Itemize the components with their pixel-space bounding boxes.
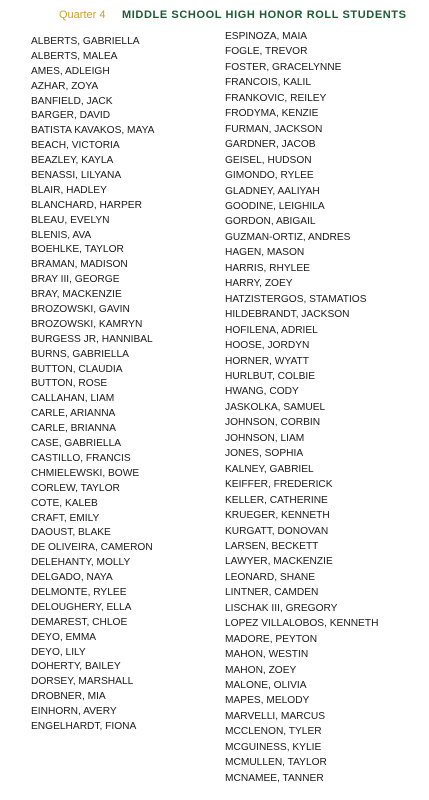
student-name: BARGER, DAVID bbox=[31, 110, 111, 122]
student-name: CORLEW, TAYLOR bbox=[31, 482, 120, 494]
student-name: HWANG, CODY bbox=[225, 386, 299, 398]
student-name: LARSEN, BECKETT bbox=[225, 540, 319, 552]
student-name: BATISTA KAVAKOS, MAYA bbox=[31, 125, 155, 137]
student-name: BRAMAN, MADISON bbox=[31, 259, 128, 271]
student-name: FURMAN, JACKSON bbox=[225, 123, 323, 135]
student-name: DEMAREST, CHLOE bbox=[31, 616, 128, 628]
student-name: BOEHLKE, TAYLOR bbox=[31, 244, 124, 256]
student-name: BLEAU, EVELYN bbox=[31, 214, 110, 226]
student-name: GORDON, ABIGAIL bbox=[225, 216, 316, 228]
student-name: HOOSE, JORDYN bbox=[225, 340, 310, 352]
student-name: BURNS, GABRIELLA bbox=[31, 348, 129, 360]
student-name: DELGADO, NAYA bbox=[31, 572, 113, 584]
page-header bbox=[0, 9, 429, 25]
student-name: CRAFT, EMILY bbox=[31, 512, 100, 524]
student-name: GOODINE, LEIGHILA bbox=[225, 200, 325, 212]
student-name: CASTILLO, FRANCIS bbox=[31, 452, 131, 464]
student-name: LISCHAK III, GREGORY bbox=[225, 602, 338, 614]
student-list-right bbox=[225, 29, 378, 786]
student-name: MCCLENON, TYLER bbox=[225, 726, 322, 738]
student-name: CARLE, BRIANNA bbox=[31, 423, 116, 435]
student-name: BLENIS, AVA bbox=[31, 229, 92, 241]
student-name: DROBNER, MIA bbox=[31, 691, 106, 703]
student-name: DELOUGHERY, ELLA bbox=[31, 601, 132, 613]
student-name: BROZOWSKI, GAVIN bbox=[31, 304, 130, 316]
student-name: JONES, SOPHIA bbox=[225, 448, 304, 460]
student-name: DEYO, LILY bbox=[31, 646, 86, 658]
quarter-label: Quarter 4 bbox=[59, 9, 106, 21]
student-name: BURGESS JR, HANNIBAL bbox=[31, 333, 153, 345]
student-name: BEACH, VICTORIA bbox=[31, 140, 120, 152]
student-name: MARVELLI, MARCUS bbox=[225, 710, 326, 722]
student-name: COTE, KALEB bbox=[31, 497, 98, 509]
student-name: MADORE, PEYTON bbox=[225, 633, 318, 645]
student-name: MCNAMEE, TANNER bbox=[225, 772, 324, 784]
student-name: DEYO, EMMA bbox=[31, 631, 97, 643]
student-name: GARDNER, JACOB bbox=[225, 139, 316, 151]
student-name: DELEHANTY, MOLLY bbox=[31, 557, 131, 569]
student-name: CHMIELEWSKI, BOWE bbox=[31, 467, 140, 479]
student-name: GEISEL, HUDSON bbox=[225, 154, 312, 166]
student-name: JASKOLKA, SAMUEL bbox=[225, 401, 326, 413]
student-name: FOSTER, GRACELYNNE bbox=[225, 61, 342, 73]
student-name: GIMONDO, RYLEE bbox=[225, 170, 314, 182]
student-name: MAHON, ZOEY bbox=[225, 664, 297, 676]
student-name: FRODYMA, KENZIE bbox=[225, 108, 319, 120]
student-name: KURGATT, DONOVAN bbox=[225, 525, 329, 537]
student-name: HOFILENA, ADRIEL bbox=[225, 324, 318, 336]
student-name: CASE, GABRIELLA bbox=[31, 438, 122, 450]
student-name: HAGEN, MASON bbox=[225, 247, 305, 259]
student-name: EINHORN, AVERY bbox=[31, 706, 117, 718]
student-name: HARRIS, RHYLEE bbox=[225, 262, 310, 274]
page-title: MIDDLE SCHOOL HIGH HONOR ROLL STUDENTS bbox=[122, 9, 407, 21]
student-name: CARLE, ARIANNA bbox=[31, 408, 116, 420]
student-name: HURLBUT, COLBIE bbox=[225, 370, 316, 382]
student-name: ENGELHARDT, FIONA bbox=[31, 720, 137, 732]
student-name: FRANCOIS, KALIL bbox=[225, 77, 312, 89]
student-name: BRAY, MACKENZIE bbox=[31, 289, 122, 301]
student-name: DORSEY, MARSHALL bbox=[31, 676, 134, 688]
student-name: LAWYER, MACKENZIE bbox=[225, 556, 333, 568]
student-name: HORNER, WYATT bbox=[225, 355, 309, 367]
student-name: LINTNER, CAMDEN bbox=[225, 587, 319, 599]
student-name: DOHERTY, BAILEY bbox=[31, 661, 121, 673]
student-name: BLAIR, HADLEY bbox=[31, 184, 107, 196]
student-name: DE OLIVEIRA, CAMERON bbox=[31, 542, 153, 554]
student-name: BANFIELD, JACK bbox=[31, 95, 113, 107]
student-name: BUTTON, ROSE bbox=[31, 378, 108, 390]
student-name: KALNEY, GABRIEL bbox=[225, 463, 314, 475]
student-name: HARRY, ZOEY bbox=[225, 278, 293, 290]
student-name: FRANKOVIC, REILEY bbox=[225, 92, 327, 104]
student-name: DAOUST, BLAKE bbox=[31, 527, 111, 539]
student-name: KRUEGER, KENNETH bbox=[225, 510, 330, 522]
student-name: ALBERTS, MALEA bbox=[31, 50, 118, 62]
student-name: BUTTON, CLAUDIA bbox=[31, 363, 123, 375]
student-name: BLANCHARD, HARPER bbox=[31, 199, 142, 211]
student-name: LOPEZ VILLALOBOS, KENNETH bbox=[225, 618, 379, 630]
student-name: GLADNEY, AALIYAH bbox=[225, 185, 320, 197]
student-name: DELMONTE, RYLEE bbox=[31, 586, 127, 598]
student-name: LEONARD, SHANE bbox=[225, 571, 316, 583]
student-name: HATZISTERGOS, STAMATIOS bbox=[225, 293, 367, 305]
student-name: AZHAR, ZOYA bbox=[31, 80, 99, 92]
student-name: KELLER, CATHERINE bbox=[225, 494, 328, 506]
student-name: JOHNSON, CORBIN bbox=[225, 417, 321, 429]
student-name: ESPINOZA, MAIA bbox=[225, 31, 308, 42]
student-name: MAHON, WESTIN bbox=[225, 649, 309, 661]
student-name: BRAY III, GEORGE bbox=[31, 274, 120, 286]
student-name: AMES, ADLEIGH bbox=[31, 65, 110, 77]
student-name: ALBERTS, GABRIELLA bbox=[31, 36, 140, 47]
student-name: BEAZLEY, KAYLA bbox=[31, 155, 114, 167]
student-name: CALLAHAN, LIAM bbox=[31, 393, 115, 405]
student-name: JOHNSON, LIAM bbox=[225, 432, 305, 444]
student-list-left bbox=[31, 35, 154, 735]
student-name: MCMULLEN, TAYLOR bbox=[225, 757, 327, 769]
student-name: MCGUINESS, KYLIE bbox=[225, 741, 322, 753]
student-name: MALONE, OLIVIA bbox=[225, 680, 307, 692]
student-name: BENASSI, LILYANA bbox=[31, 170, 122, 182]
student-name: GUZMAN-ORTIZ, ANDRES bbox=[225, 231, 351, 243]
student-name: MAPES, MELODY bbox=[225, 695, 310, 707]
student-name: KEIFFER, FREDERICK bbox=[225, 479, 333, 491]
student-name: BROZOWSKI, KAMRYN bbox=[31, 318, 143, 330]
student-name: HILDEBRANDT, JACKSON bbox=[225, 309, 350, 321]
student-name: FOGLE, TREVOR bbox=[225, 46, 308, 58]
